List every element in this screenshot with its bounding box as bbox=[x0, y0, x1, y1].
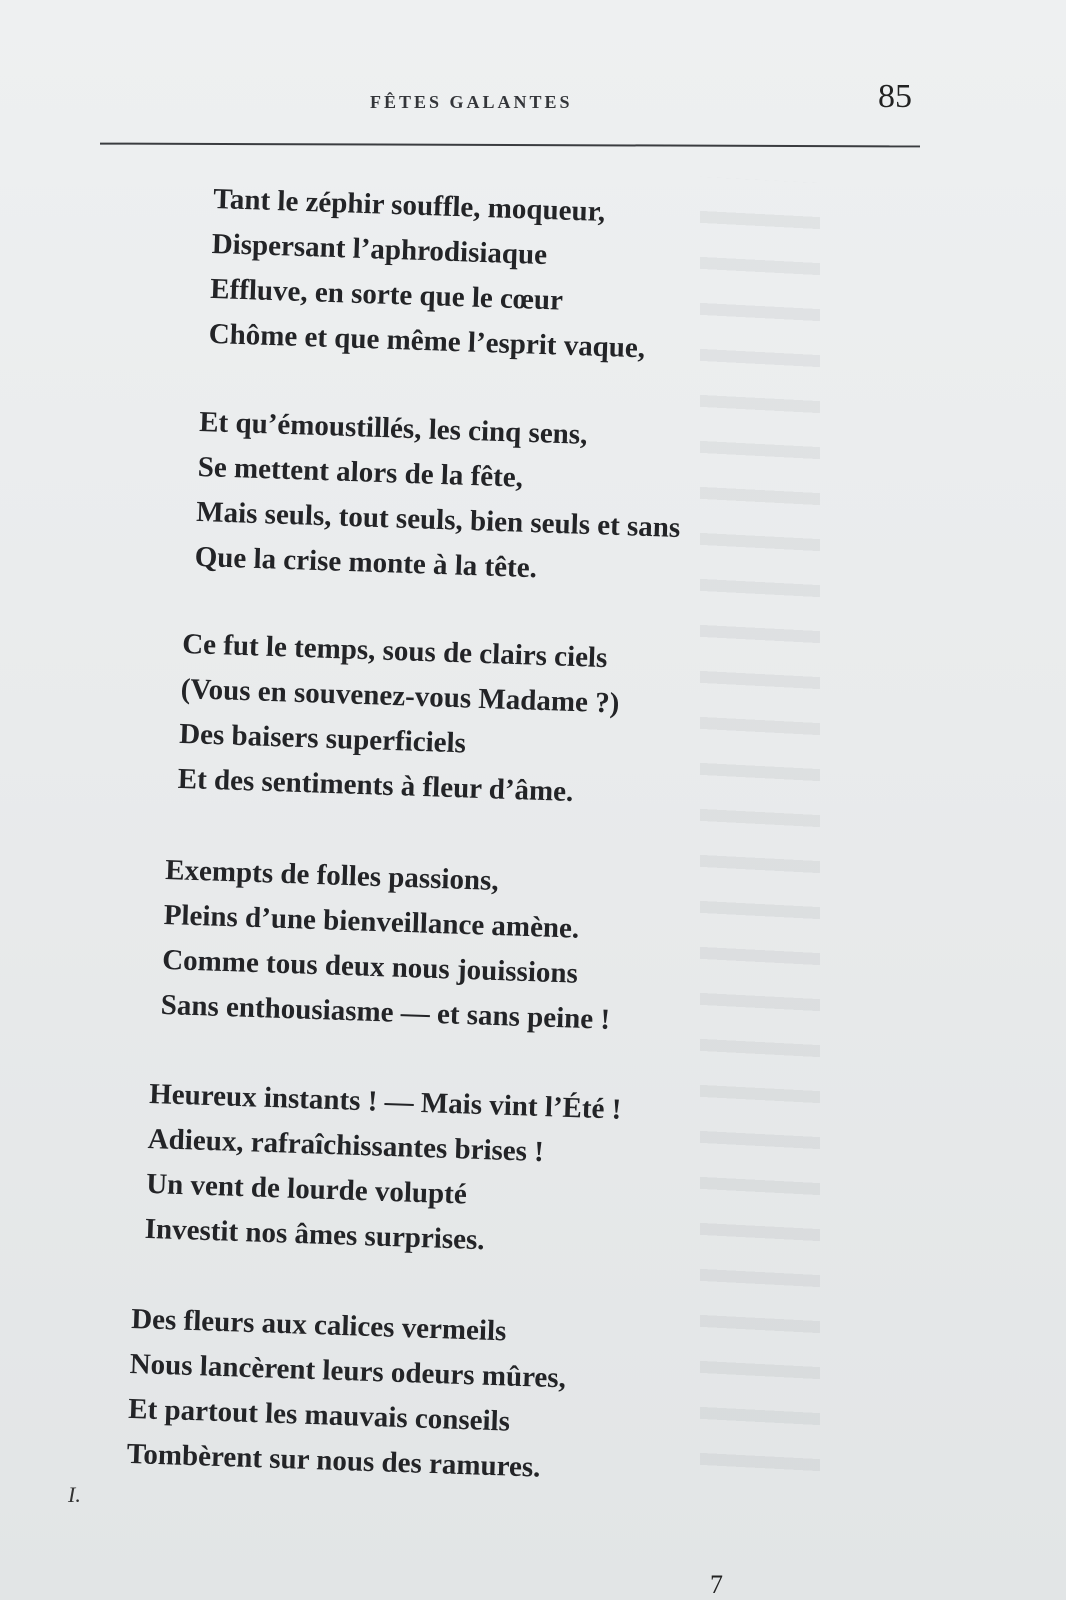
poem-line: Se mettent alors de la fête, bbox=[197, 450, 524, 494]
poem-line: Un vent de lourde volupté bbox=[145, 1167, 468, 1211]
stanza bbox=[144, 1072, 910, 1277]
poem-line: (Vous en souvenez-vous Madame ?) bbox=[180, 672, 620, 720]
poem-line: Effluve, en sorte que le cœur bbox=[209, 272, 564, 317]
poem-line: Investit nos âmes surprises. bbox=[144, 1212, 486, 1257]
poem-line: Comme tous deux nous jouissions bbox=[161, 943, 579, 990]
poem-line: Que la crise monte à la tête. bbox=[194, 540, 538, 585]
stanza bbox=[160, 848, 926, 1053]
poem-line: Des baisers superficiels bbox=[178, 717, 467, 760]
poem-line: Chôme et que même l’esprit vaque, bbox=[208, 317, 646, 365]
poem-line: Et partout les mauvais conseils bbox=[127, 1392, 511, 1438]
poem-line: Et des sentiments à fleur d’âme. bbox=[177, 762, 574, 809]
poem-line: Pleins d’une bienveillance amène. bbox=[163, 898, 580, 945]
poem-line: Adieux, rafraîchissantes brises ! bbox=[147, 1122, 545, 1169]
poem-line: Tant le zéphir souffle, moqueur, bbox=[212, 182, 606, 228]
poem-line: Tombèrent sur nous des ramures. bbox=[126, 1437, 541, 1484]
poem-line: Nous lancèrent leurs odeurs mûres, bbox=[129, 1347, 567, 1395]
page-number: 85 bbox=[878, 78, 912, 115]
poem-line: Heureux instants ! — Mais vint l’Été ! bbox=[148, 1077, 622, 1126]
stanza bbox=[126, 1297, 892, 1502]
stanza bbox=[177, 622, 943, 827]
poem-line: Mais seuls, tout seuls, bien seuls et sans bbox=[195, 495, 681, 544]
poem-line: Et qu’émoustillés, les cinq sens, bbox=[198, 405, 588, 451]
poem-line: Des fleurs aux calices vermeils bbox=[130, 1302, 507, 1348]
poem-line: Sans enthousiasme — et sans peine ! bbox=[160, 988, 611, 1036]
poem-line: Ce fut le temps, sous de clairs ciels bbox=[181, 627, 608, 675]
stanza bbox=[194, 400, 960, 605]
sheet-number: 7 bbox=[710, 1570, 723, 1599]
stanza bbox=[208, 177, 974, 382]
poem-line: Exempts de folles passions, bbox=[164, 853, 500, 898]
running-title: FÊTES GALANTES bbox=[370, 92, 573, 112]
signature-mark: I. bbox=[68, 1482, 81, 1507]
poem-line: Dispersant l’aphrodisiaque bbox=[211, 227, 548, 272]
